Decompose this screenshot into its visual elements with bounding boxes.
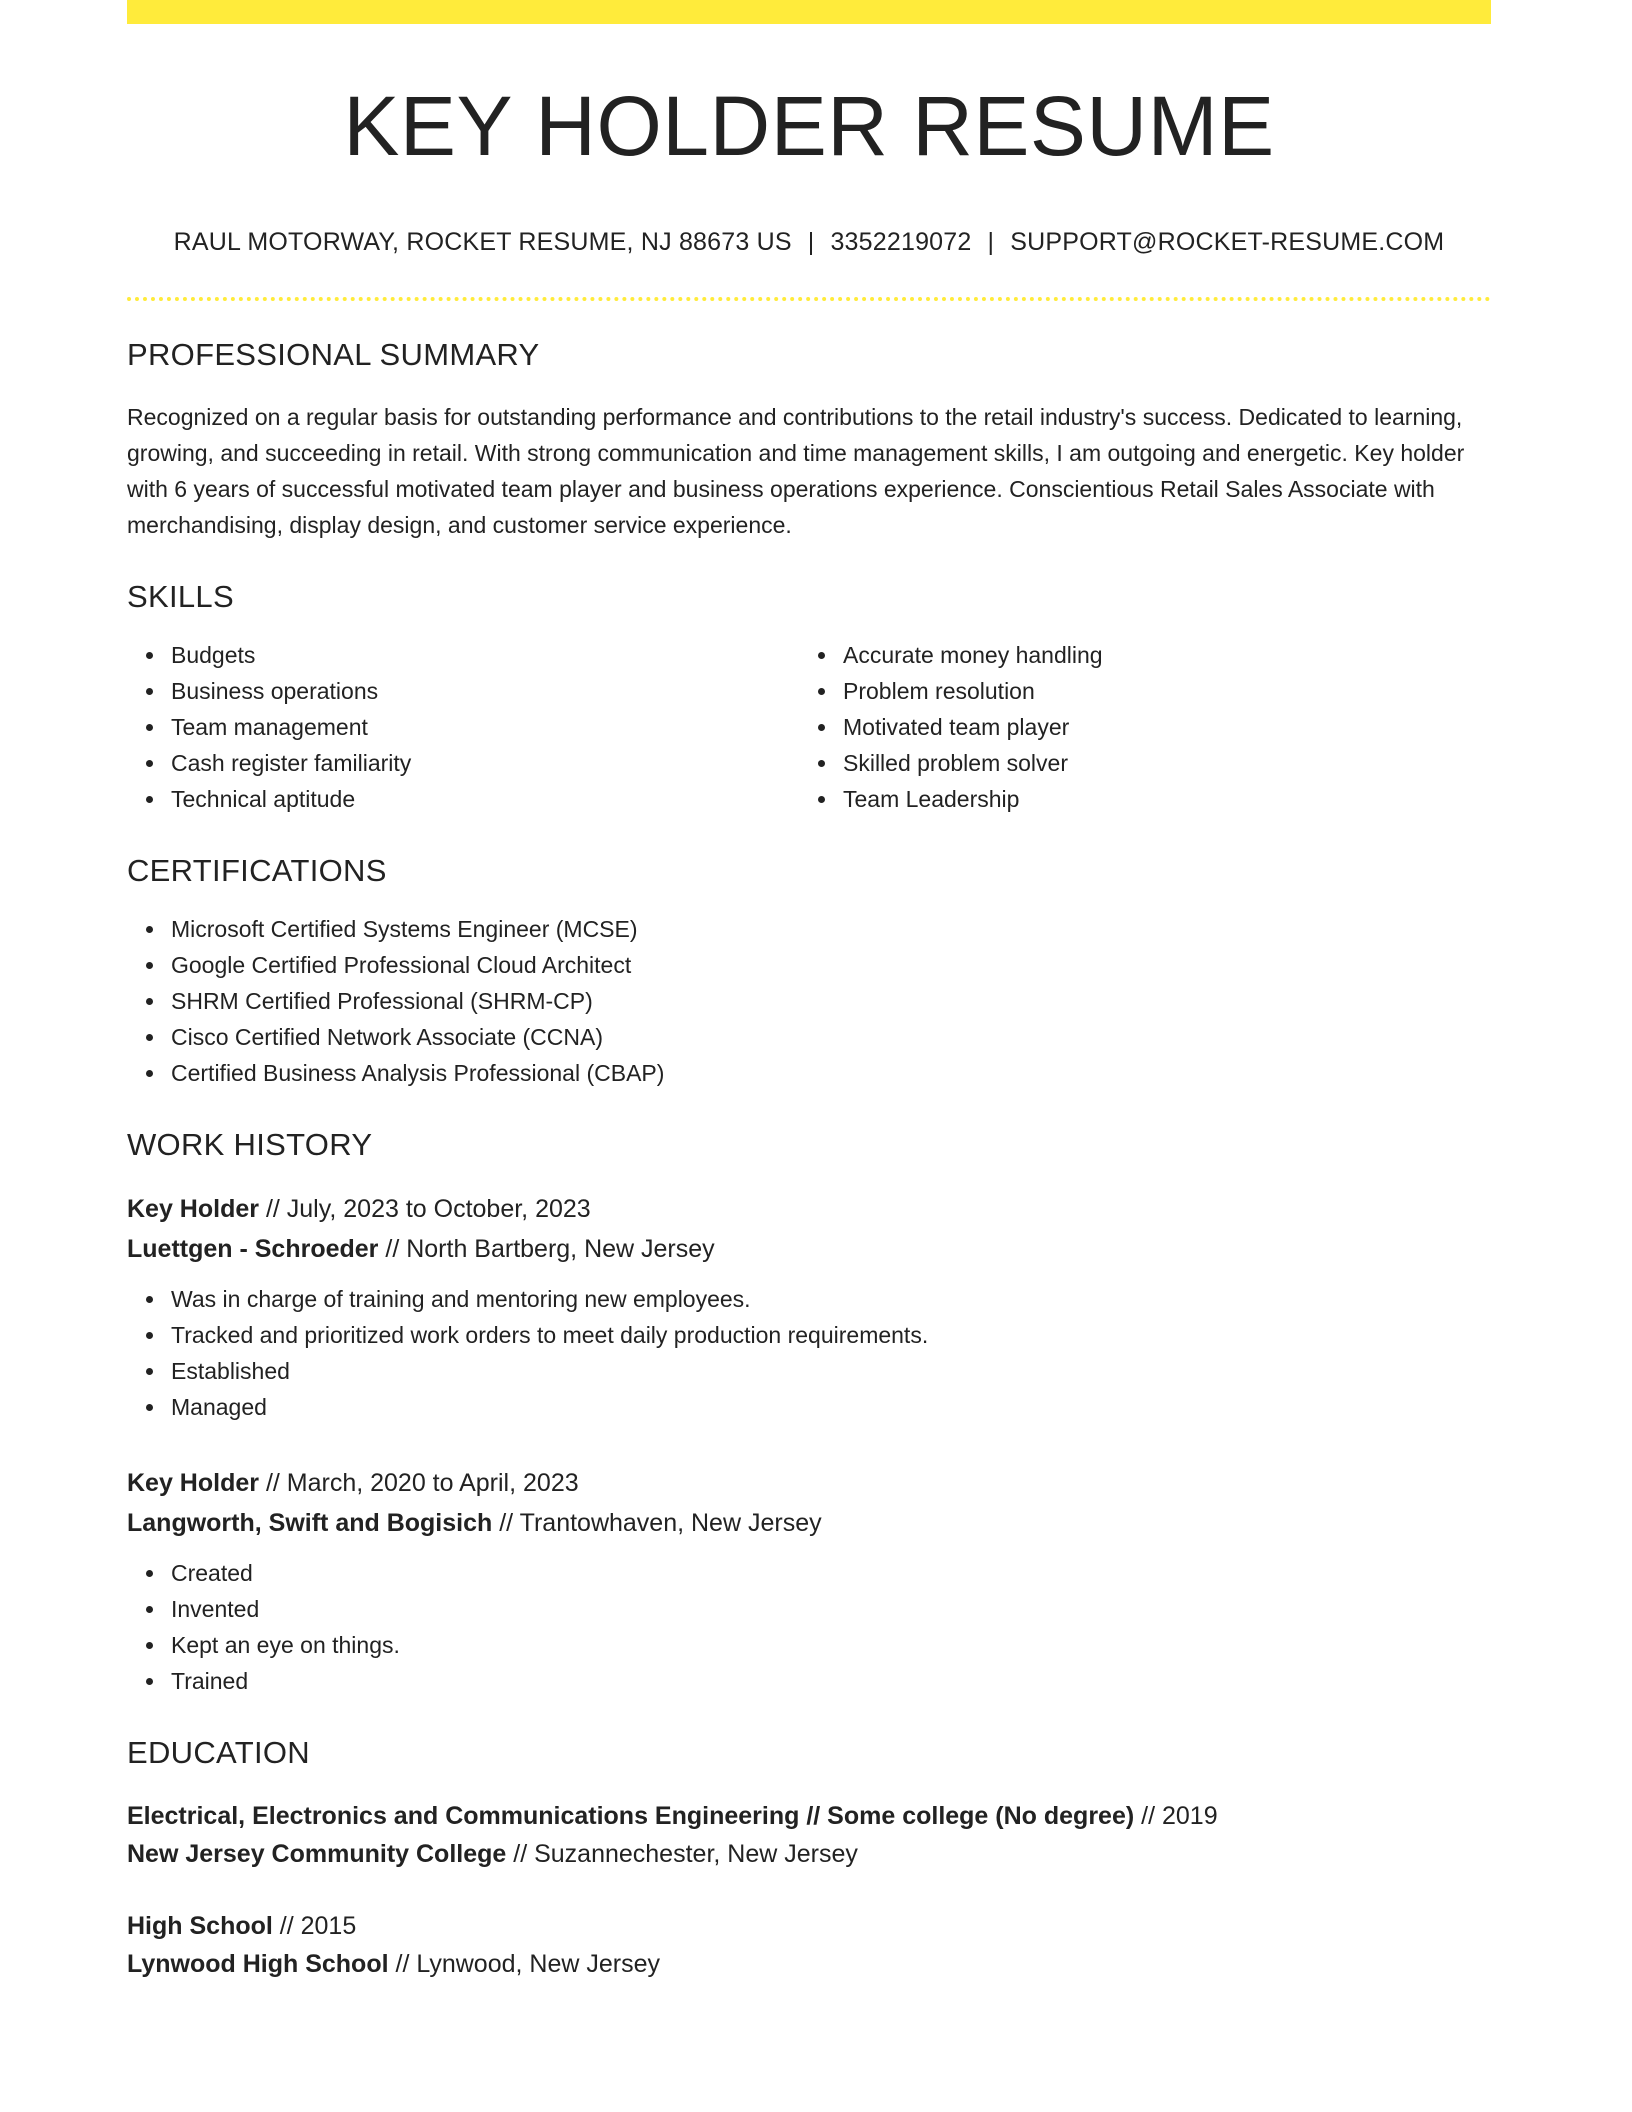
education-section (127, 1735, 1491, 1983)
skill-item: Business operations (171, 673, 799, 709)
work-history-section (127, 1127, 1491, 1699)
summary-heading: PROFESSIONAL SUMMARY (127, 337, 540, 373)
job-duty-item: Established (171, 1353, 1491, 1389)
education-degree: Electrical, Electronics and Communications Engineering // Some college (No degree) (127, 1802, 1135, 1831)
skills-list-left (127, 637, 799, 817)
education-year: // 2015 (279, 1912, 357, 1941)
education-location: // Lynwood, New Jersey (395, 1950, 660, 1979)
education-degree-line (127, 1907, 1491, 1945)
dotted-divider (127, 297, 1491, 301)
job-duty-item: Kept an eye on things. (171, 1627, 1491, 1663)
skill-item: Skilled problem solver (843, 745, 1471, 781)
education-heading: EDUCATION (127, 1735, 310, 1771)
top-accent-bar (127, 0, 1491, 24)
job-title-line (127, 1189, 1491, 1229)
job-title: Key Holder (127, 1195, 259, 1224)
certification-item: Microsoft Certified Systems Engineer (MCSE) (171, 911, 1491, 947)
contact-line (127, 228, 1491, 257)
skills-heading: SKILLS (127, 579, 234, 615)
skill-item: Motivated team player (843, 709, 1471, 745)
education-school: Lynwood High School (127, 1950, 389, 1979)
skill-item: Cash register familiarity (171, 745, 799, 781)
certification-item: Certified Business Analysis Professional (CBAP) (171, 1055, 1491, 1091)
job-company: Langworth, Swift and Bogisich (127, 1509, 493, 1538)
job-duty-item: Tracked and prioritized work orders to meet daily production requirements. (171, 1317, 1491, 1353)
skill-item: Team management (171, 709, 799, 745)
skill-item: Problem resolution (843, 673, 1471, 709)
job-company: Luettgen - Schroeder (127, 1235, 379, 1264)
education-degree-line (127, 1797, 1491, 1835)
skills-list-right (799, 637, 1471, 817)
education-entry (127, 1797, 1491, 1873)
contact-phone: 3352219072 (830, 228, 972, 257)
job-duty-item: Trained (171, 1663, 1491, 1699)
skills-column-right (799, 637, 1471, 817)
summary-text: Recognized on a regular basis for outstanding performance and contributions to the retail industry's success. Dedicated to learning, growing, and succeeding in retail. With strong communication and time management skills, I am outgoing and energetic. Key holder with 6 years of successful motivated team player and business operations experience. Conscientious Retail Sales Associate with merchandising, display design, and customer service experience. (127, 404, 1465, 539)
contact-email: SUPPORT@ROCKET-RESUME.COM (1010, 228, 1445, 257)
skills-column-left (127, 637, 799, 817)
certification-item: Cisco Certified Network Associate (CCNA) (171, 1019, 1491, 1055)
resume-title: KEY HOLDER RESUME (343, 79, 1275, 173)
contact-separator: | (987, 228, 995, 257)
certification-item: SHRM Certified Professional (SHRM-CP) (171, 983, 1491, 1019)
certifications-section (127, 853, 1491, 1091)
work-history-heading: WORK HISTORY (127, 1127, 373, 1163)
education-school-line (127, 1945, 1491, 1983)
education-degree: High School (127, 1912, 273, 1941)
job-duty-item: Invented (171, 1591, 1491, 1627)
contact-address: RAUL MOTORWAY, ROCKET RESUME, NJ 88673 US (173, 228, 792, 257)
skill-item: Team Leadership (843, 781, 1471, 817)
skill-item: Accurate money handling (843, 637, 1471, 673)
skill-item: Budgets (171, 637, 799, 673)
job-entry (127, 1189, 1491, 1425)
job-duty-item: Was in charge of training and mentoring new employees. (171, 1281, 1491, 1317)
job-entry (127, 1463, 1491, 1699)
education-year: // 2019 (1141, 1802, 1218, 1831)
education-school: New Jersey Community College (127, 1840, 507, 1869)
resume-page (127, 0, 1491, 1983)
summary-section (127, 337, 1491, 543)
job-title-line (127, 1463, 1491, 1503)
education-entry (127, 1907, 1491, 1983)
education-school-line (127, 1835, 1491, 1873)
job-dates: // March, 2020 to April, 2023 (265, 1469, 579, 1498)
skills-section (127, 579, 1491, 817)
job-duty-item: Created (171, 1555, 1491, 1591)
job-dates: // July, 2023 to October, 2023 (265, 1195, 591, 1224)
job-duties-list (127, 1555, 1491, 1699)
job-company-line (127, 1229, 1491, 1269)
certifications-list (127, 911, 1491, 1091)
contact-separator: | (807, 228, 815, 257)
certification-item: Google Certified Professional Cloud Architect (171, 947, 1491, 983)
job-title: Key Holder (127, 1469, 259, 1498)
education-location: // Suzannechester, New Jersey (513, 1840, 858, 1869)
job-location: // North Bartberg, New Jersey (385, 1235, 715, 1264)
job-location: // Trantowhaven, New Jersey (499, 1509, 822, 1538)
skills-grid (127, 637, 1491, 817)
certifications-heading: CERTIFICATIONS (127, 853, 387, 889)
job-duty-item: Managed (171, 1389, 1491, 1425)
job-company-line (127, 1503, 1491, 1543)
job-duties-list (127, 1281, 1491, 1425)
skill-item: Technical aptitude (171, 781, 799, 817)
